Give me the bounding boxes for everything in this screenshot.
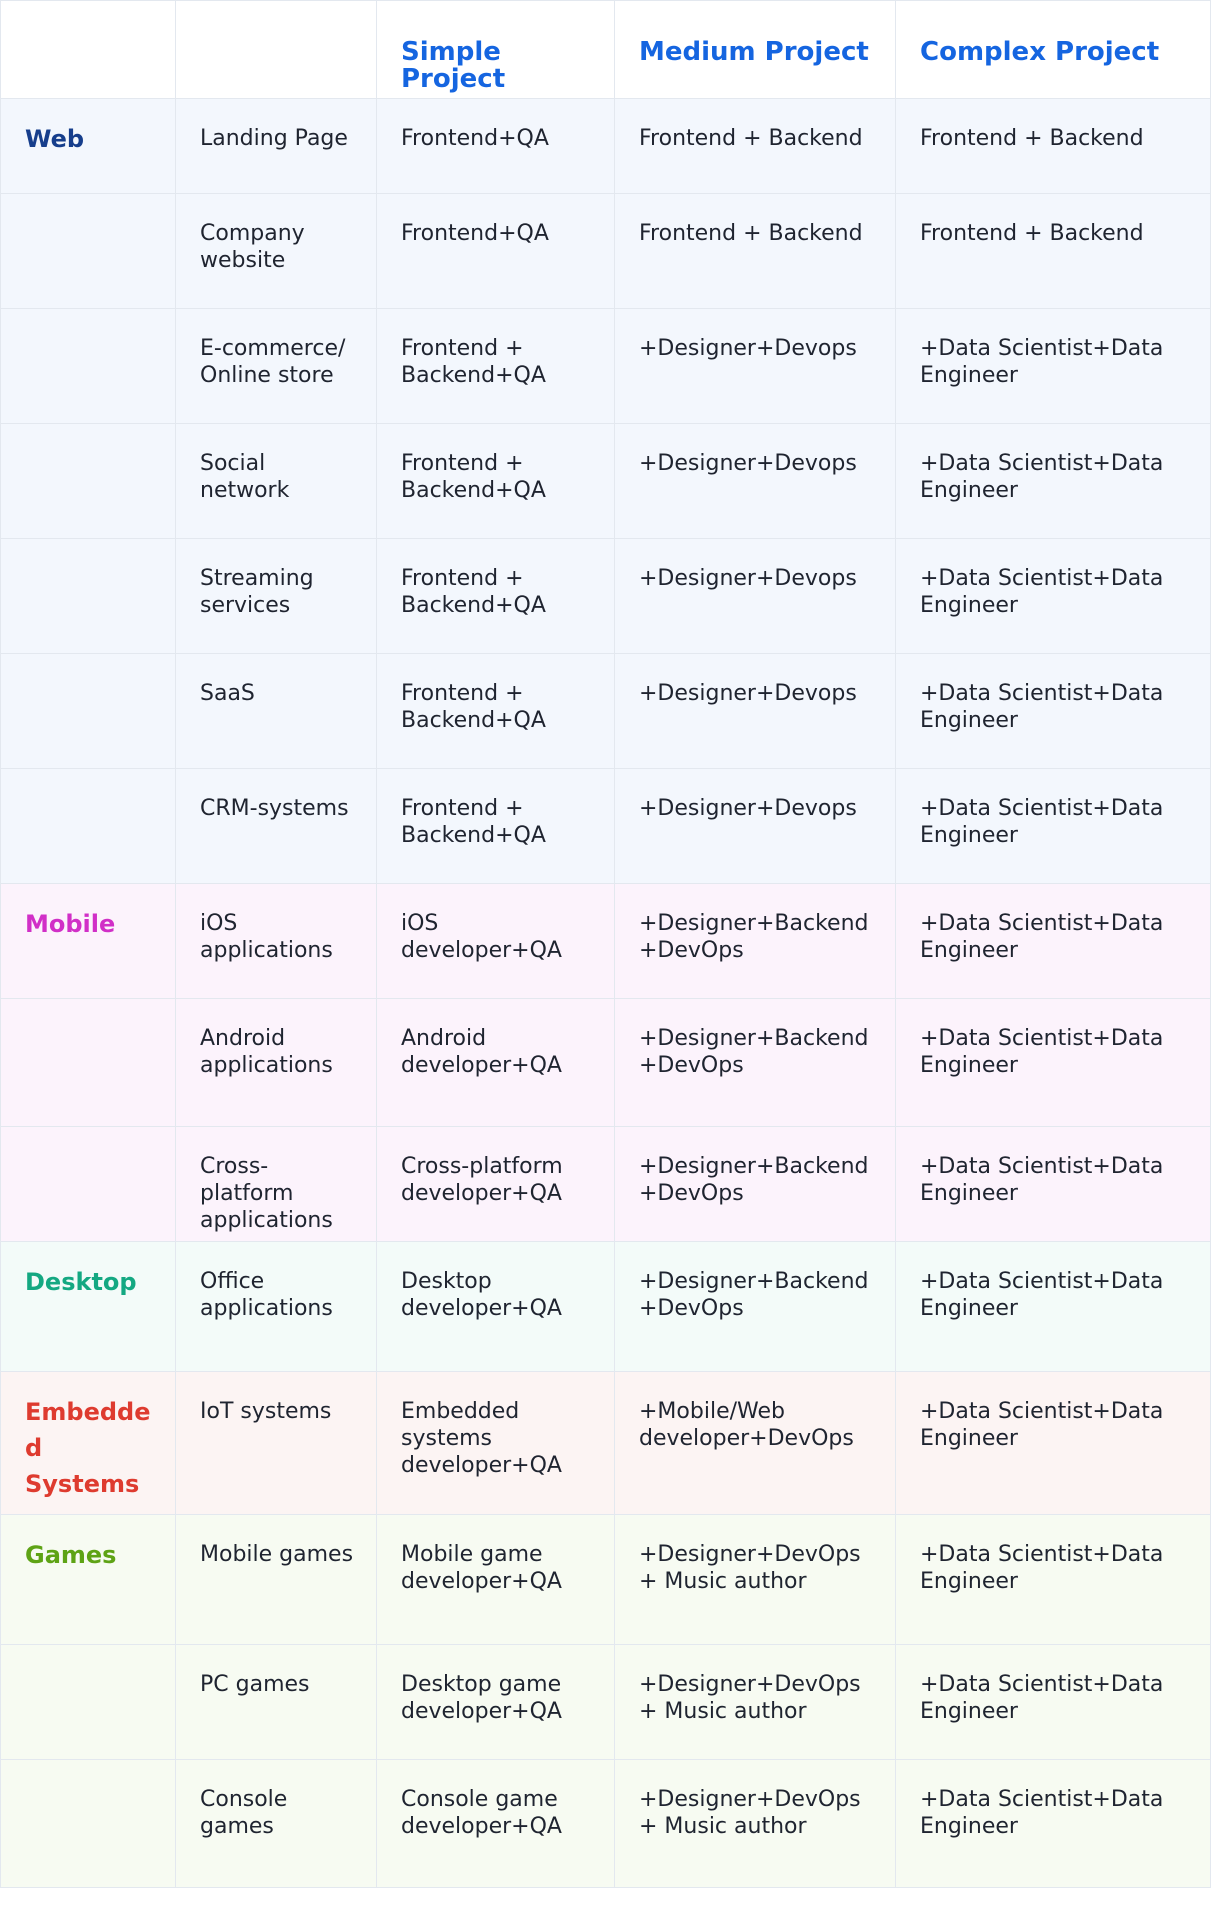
medium-team-cell: +Designer+Devops [615,424,896,539]
category-label: Desktop [1,1242,176,1372]
table-row [1,1515,1211,1645]
complex-team-cell: +Data Scientist+Data Engineer [896,539,1211,654]
medium-team-cell: +Mobile/Web developer+DevOps [615,1372,896,1515]
simple-team-cell: Frontend + Backend+QA [377,654,615,769]
complex-team-cell: Frontend + Backend [896,194,1211,309]
simple-team-cell: Frontend + Backend+QA [377,309,615,424]
category-label [1,654,176,769]
table-row [1,884,1211,999]
simple-team-cell: Cross-platform developer+QA [377,1127,615,1242]
table-row [1,194,1211,309]
complex-team-cell: Frontend + Backend [896,99,1211,194]
table-row [1,539,1211,654]
medium-team-cell: +Designer+DevOps+ Music author [615,1515,896,1645]
header-type-cell [176,1,377,99]
complex-team-cell: +Data Scientist+Data Engineer [896,654,1211,769]
simple-team-cell: Console game developer+QA [377,1760,615,1888]
project-type-cell: IoT systems [176,1372,377,1515]
project-type-cell: E-commerce/ Online store [176,309,377,424]
category-label [1,1127,176,1242]
header-row [1,1,1211,99]
complex-team-cell: +Data Scientist+Data Engineer [896,769,1211,884]
project-type-cell: PC games [176,1645,377,1760]
simple-team-cell: Frontend+QA [377,99,615,194]
medium-team-cell: +Designer+Backend +DevOps [615,884,896,999]
complex-team-cell: +Data Scientist+Data Engineer [896,1127,1211,1242]
table-row [1,1242,1211,1372]
complex-team-cell: +Data Scientist+Data Engineer [896,884,1211,999]
medium-team-cell: +Designer+Devops [615,769,896,884]
simple-team-cell: iOS developer+QA [377,884,615,999]
table-body [1,99,1211,1888]
project-type-cell: Console games [176,1760,377,1888]
simple-team-cell: Frontend + Backend+QA [377,424,615,539]
complex-team-cell: +Data Scientist+Data Engineer [896,1515,1211,1645]
header-simple-project: Simple Project [377,1,615,99]
category-label [1,539,176,654]
category-label: Embedded Systems [1,1372,176,1515]
table-row [1,309,1211,424]
simple-team-cell: Frontend+QA [377,194,615,309]
table-row [1,1645,1211,1760]
category-label [1,999,176,1127]
project-type-cell: Mobile games [176,1515,377,1645]
category-label: Games [1,1515,176,1645]
header-medium-project: Medium Project [615,1,896,99]
table-row [1,654,1211,769]
table-row [1,1760,1211,1888]
category-label [1,1645,176,1760]
header-complex-project: Complex Project [896,1,1211,99]
project-type-cell: CRM-systems [176,769,377,884]
complex-team-cell: +Data Scientist+Data Engineer [896,424,1211,539]
project-type-cell: iOS applications [176,884,377,999]
category-label [1,769,176,884]
project-type-cell: Streaming services [176,539,377,654]
complex-team-cell: +Data Scientist+Data Engineer [896,999,1211,1127]
project-type-cell: Android applications [176,999,377,1127]
complex-team-cell: +Data Scientist+Data Engineer [896,309,1211,424]
simple-team-cell: Frontend + Backend+QA [377,539,615,654]
table-row [1,99,1211,194]
simple-team-cell: Desktop game developer+QA [377,1645,615,1760]
medium-team-cell: +Designer+Devops [615,309,896,424]
project-type-cell: SaaS [176,654,377,769]
simple-team-cell: Desktop developer+QA [377,1242,615,1372]
category-label [1,309,176,424]
medium-team-cell: +Designer+Backend +DevOps [615,1127,896,1242]
table-row [1,1372,1211,1515]
category-label: Mobile [1,884,176,999]
simple-team-cell: Mobile game developer+QA [377,1515,615,1645]
complex-team-cell: +Data Scientist+Data Engineer [896,1760,1211,1888]
category-label: Web [1,99,176,194]
project-type-cell: Company website [176,194,377,309]
table-row [1,1127,1211,1242]
simple-team-cell: Embedded systems developer+QA [377,1372,615,1515]
medium-team-cell: +Designer+Devops [615,539,896,654]
category-label [1,1760,176,1888]
medium-team-cell: +Designer+DevOps+ Music author [615,1645,896,1760]
complex-team-cell: +Data Scientist+Data Engineer [896,1242,1211,1372]
medium-team-cell: +Designer+DevOps+ Music author [615,1760,896,1888]
medium-team-cell: +Designer+Devops [615,654,896,769]
table-row [1,424,1211,539]
header-category-cell [1,1,176,99]
project-type-cell: Cross-platform applications [176,1127,377,1242]
medium-team-cell: +Designer+Backend +DevOps [615,1242,896,1372]
medium-team-cell: Frontend + Backend [615,99,896,194]
complex-team-cell: +Data Scientist+Data Engineer [896,1645,1211,1760]
medium-team-cell: +Designer+Backend +DevOps [615,999,896,1127]
table-row [1,769,1211,884]
project-type-cell: Social network [176,424,377,539]
simple-team-cell: Frontend + Backend+QA [377,769,615,884]
project-type-cell: Office applications [176,1242,377,1372]
table-row [1,999,1211,1127]
category-label [1,424,176,539]
medium-team-cell: Frontend + Backend [615,194,896,309]
project-type-cell: Landing Page [176,99,377,194]
category-label [1,194,176,309]
complex-team-cell: +Data Scientist+Data Engineer [896,1372,1211,1515]
simple-team-cell: Android developer+QA [377,999,615,1127]
